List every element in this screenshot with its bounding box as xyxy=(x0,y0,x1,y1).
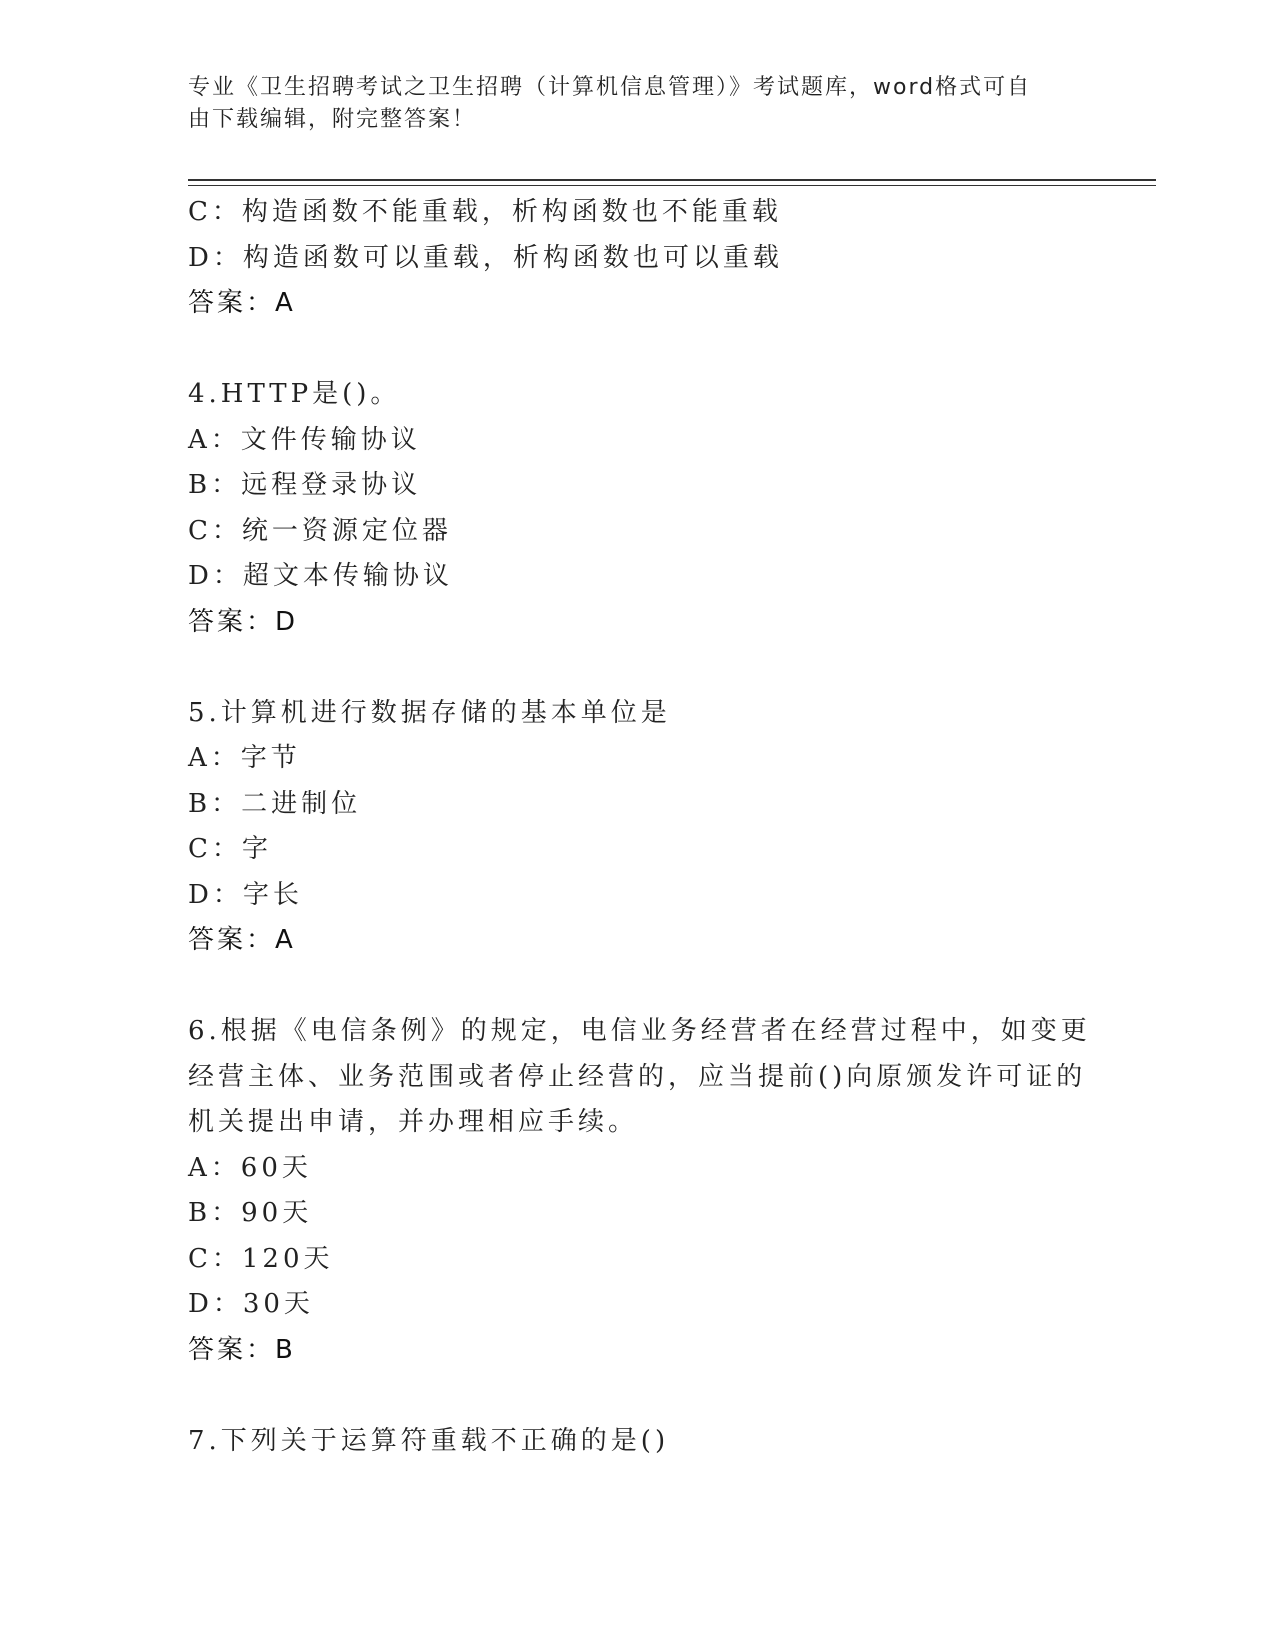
option-d: D：构造函数可以重载，析构函数也可以重载 xyxy=(188,242,783,273)
header-line-1: 专业《卫生招聘考试之卫生招聘（计算机信息管理）》考试题库，word格式可自 xyxy=(188,75,1032,100)
answer-text: 答案：A xyxy=(188,288,296,318)
spacer xyxy=(188,964,1068,1010)
answer-text: 答案：B xyxy=(188,1334,296,1365)
spacer xyxy=(188,1373,1068,1419)
question-text-line-2: 经营主体、业务范围或者停止经营的，应当提前()向原颁发许可证的 xyxy=(188,1061,1087,1092)
option-a: A：60天 xyxy=(188,1152,312,1183)
header-line-2: 由下载编辑，附完整答案！ xyxy=(188,107,477,132)
question-text: 7.下列关于运算符重载不正确的是() xyxy=(188,1425,670,1456)
spacer xyxy=(188,645,1068,691)
header-divider-thick xyxy=(188,179,1156,181)
answer-text: 答案：D xyxy=(188,606,299,637)
question-3 xyxy=(188,190,1068,327)
document-header xyxy=(188,72,1068,136)
question-4 xyxy=(188,372,1068,645)
option-a: A：文件传输协议 xyxy=(188,424,421,455)
option-b: B：90天 xyxy=(188,1198,313,1228)
question-6 xyxy=(188,1009,1091,1373)
question-text: 5.计算机进行数据存储的基本单位是 xyxy=(188,697,671,728)
header-divider-thin xyxy=(188,185,1156,186)
option-c: C：字 xyxy=(188,834,272,864)
question-text: 4.HTTP是()。 xyxy=(188,379,401,409)
option-d: D：超文本传输协议 xyxy=(188,561,453,591)
option-d: D：30天 xyxy=(188,1289,314,1319)
question-5 xyxy=(188,691,1068,964)
option-b: B：二进制位 xyxy=(188,788,362,819)
question-text-line-3: 机关提出申请，并办理相应手续。 xyxy=(188,1107,639,1137)
option-a: A：字节 xyxy=(188,743,301,773)
question-text-line-1: 6.根据《电信条例》的规定，电信业务经营者在经营过程中，如变更 xyxy=(188,1016,1091,1046)
answer-text: 答案：A xyxy=(188,925,296,955)
question-7 xyxy=(188,1419,1068,1465)
option-c: C：构造函数不能重载，析构函数也不能重载 xyxy=(188,197,782,227)
option-c: C：120天 xyxy=(188,1243,334,1274)
question-list xyxy=(188,190,1091,1464)
spacer xyxy=(188,327,1068,373)
option-d: D：字长 xyxy=(188,879,303,910)
option-b: B：远程登录协议 xyxy=(188,470,422,500)
option-c: C：统一资源定位器 xyxy=(188,515,452,546)
